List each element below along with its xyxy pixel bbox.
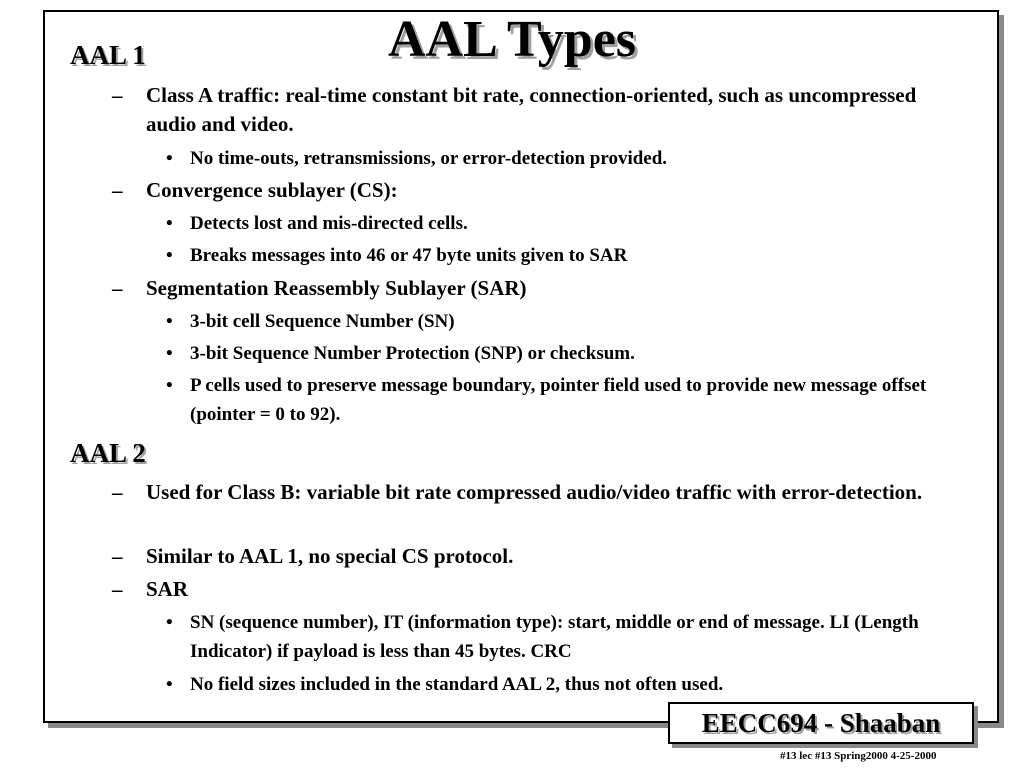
course-logo: EECC694 - Shaaban — [668, 702, 974, 744]
sub-list-item-text: Detects lost and mis-directed cells. — [190, 213, 468, 234]
list-item-text: Class A traffic: real-time constant bit rate, connection-oriented, such as uncompressed audio and video. — [146, 83, 917, 136]
sub-list-item-text: Breaks messages into 46 or 47 byte units given to SAR — [190, 245, 628, 266]
bullet-marker: • — [166, 213, 173, 234]
list-item-text: SAR — [146, 577, 189, 601]
sub-list-item-text: P cells used to preserve message boundary, pointer field used to provide new message offset (pointer = 0 to 92). — [190, 375, 927, 425]
dash-marker: – — [112, 276, 123, 300]
list-item-text: Convergence sublayer (CS): — [146, 178, 398, 202]
slide-footer: #13 lec #13 Spring2000 4-25-2000 — [780, 750, 937, 762]
bullet-marker: • — [166, 343, 173, 364]
bullet-marker: • — [166, 674, 173, 695]
sub-list-item-text: No time-outs, retransmissions, or error-detection provided. — [190, 148, 668, 169]
sub-list-item-text: SN (sequence number), IT (information type): start, middle or end of message. LI (Length Indicator) if payload is less than 45 bytes. CRC — [190, 612, 919, 662]
bullet-marker: • — [166, 375, 173, 396]
dash-marker: – — [112, 577, 123, 601]
bullet-marker: • — [166, 311, 173, 332]
list-item-text: Similar to AAL 1, no special CS protocol. — [146, 544, 514, 568]
section-heading-aal2: AAL 2 — [70, 438, 146, 468]
dash-marker: – — [112, 178, 123, 202]
dash-marker: – — [112, 83, 123, 107]
list-item-text: Used for Class B: variable bit rate compressed audio/video traffic with error-detection. — [146, 480, 923, 504]
section-heading-aal1: AAL 1 — [70, 40, 146, 70]
sub-list-item-text: 3-bit Sequence Number Protection (SNP) or checksum. — [190, 343, 635, 364]
list-item-text: Segmentation Reassembly Sublayer (SAR) — [146, 276, 527, 300]
sub-list-item-text: No field sizes included in the standard AAL 2, thus not often used. — [190, 674, 724, 695]
bullet-marker: • — [166, 245, 173, 266]
bullet-marker: • — [166, 148, 173, 169]
dash-marker: – — [112, 480, 123, 504]
sub-list-item-text: 3-bit cell Sequence Number (SN) — [190, 311, 455, 332]
dash-marker: – — [112, 544, 123, 568]
slide-title: AAL Types — [387, 11, 637, 68]
bullet-marker: • — [166, 612, 173, 633]
